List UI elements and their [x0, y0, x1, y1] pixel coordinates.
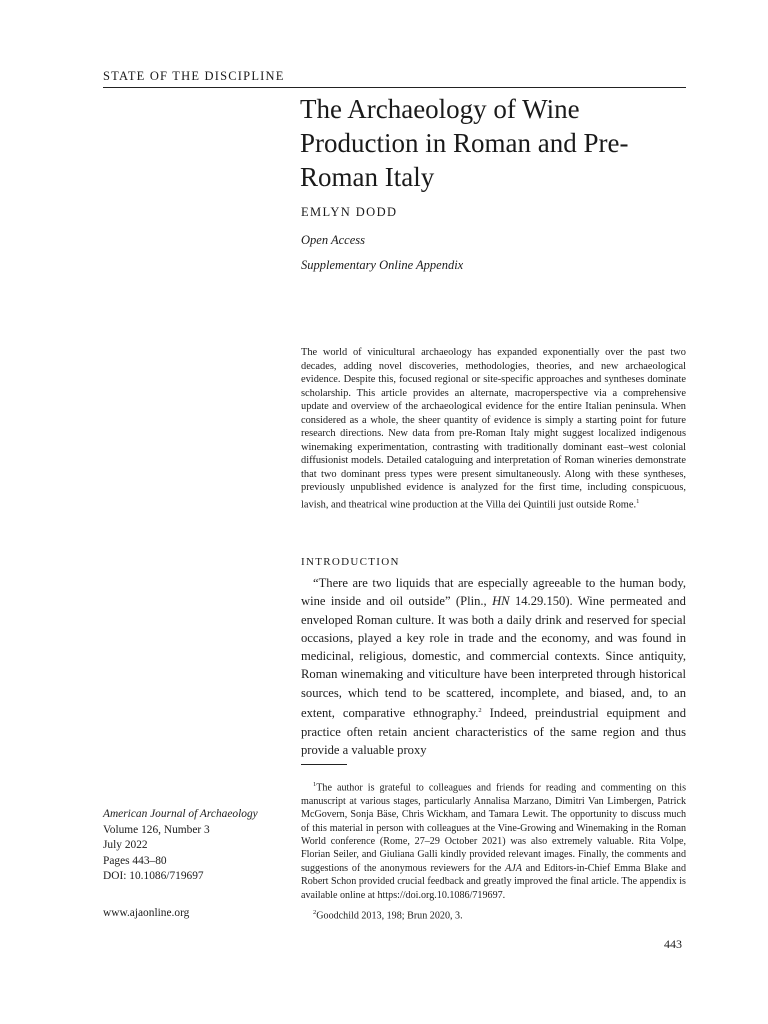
- footnote-2-text: Goodchild 2013, 198; Brun 2020, 3.: [316, 910, 463, 922]
- journal-volume: Volume 126, Number 3: [103, 823, 210, 836]
- supplementary-appendix-link[interactable]: Supplementary Online Appendix: [301, 258, 464, 272]
- footnote-rule: [301, 764, 347, 765]
- intro-text-1: “There are two liquids that are especially agreeable to the human body, wine inside and oil outside” (Plin.,: [301, 576, 686, 609]
- abstract-text: The world of vinicultural archaeology has expanded exponentially over the past two decades, adding novel discoveries, methodologies, theories, and new archaeological evidence. Despite this, focused regional or site-specific approaches and syntheses dominate scholarship. This article provides an alternate, macroperspective via a comprehensive update and overview of the archaeological evidence for the entire Italian peninsula. When considered as a whole, the sheer quantity of evidence is simply a starting point for future research directions. New data from pre-Roman Italy might suggest localized indigenous winemaking experimentation, contrasting with traditionally dominant east–west colonial diffusionist models. Detailed cataloguing and interpretation of Roman wineries demonstrate that two dominant press types were present simultaneously. Along with these syntheses, previously unpublished evidence is analyzed for the first time, including conspicuous, lavish, and theatrical wine production at the Villa dei Quintili just outside Rome.: [301, 347, 686, 510]
- journal-date: July 2022: [103, 839, 148, 851]
- abstract: [301, 346, 686, 511]
- footnote-1-mark: 1: [313, 781, 317, 788]
- footnote-ref-1[interactable]: 1: [636, 497, 640, 505]
- footnote-2: [301, 906, 686, 923]
- intro-paragraph: [301, 574, 686, 759]
- section-heading-introduction: INTRODUCTION: [301, 556, 400, 568]
- footnote-1-text-2: and Editors-in-Chief Emma Blake and Robert Schon provided crucial feedback and greatly improved the final article. The appendix is available online at https://doi.org.10.1086/719697.: [301, 862, 686, 901]
- intro-text-3: Indeed, preindustrial equipment and practice often retain ancient characteristics of the same region and thus provide a valuable proxy: [301, 706, 686, 757]
- article-title: The Archaeology of Wine Production in Roman and Pre-Roman Italy: [300, 94, 629, 192]
- journal-name: American Journal of Archaeology: [103, 808, 258, 820]
- author-name: EMLYN DODD: [301, 205, 398, 219]
- journal-info: [103, 807, 258, 885]
- intro-text-2: 14.29.150). Wine permeated and enveloped Roman culture. It was both a daily drink and reserved for special occasions, played a key role in trade and the economy, and was found in medicinal, religious, domestic, and commercial contexts. Since antiquity, Roman winemaking and viticulture have been interpreted through historical sources, which tend to be scattered, incomplete, and biased, and, to an extent, comparative ethnography.: [301, 594, 686, 721]
- journal-website-link[interactable]: www.ajaonline.org: [103, 907, 190, 919]
- footnote-1-italic: AJA: [505, 862, 522, 874]
- intro-citation-italic: HN: [492, 594, 510, 609]
- open-access-link[interactable]: Open Access: [301, 233, 365, 247]
- footnote-1: [301, 778, 686, 902]
- journal-doi[interactable]: DOI: 10.1086/719697: [103, 870, 204, 882]
- journal-pages: Pages 443–80: [103, 854, 167, 867]
- footnote-2-mark: 2: [313, 909, 317, 916]
- page-number: 443: [664, 937, 682, 951]
- section-label: STATE OF THE DISCIPLINE: [103, 69, 285, 83]
- header-rule: [103, 87, 686, 88]
- footnote-ref-2[interactable]: 2: [478, 707, 482, 715]
- footnote-1-text-1: The author is grateful to colleagues and friends for reading and commenting on this manuscript at various stages, particularly Annalisa Marzano, Dimitri Van Limbergen, Patrick McGovern, Sonja Bäse, Chris Wickham, and Tamara Lewit. The opportunity to discuss much of this material in person with colleagues at the Vine-Growing and Winemaking in the Roman World conference (Rome, 27–29 October 2021) was also extremely valuable. Rita Volpe, Florian Seiler, and Giuliana Galli kindly provided relevant images. Finally, the comments and suggestions of the anonymous reviewers for the: [301, 782, 686, 874]
